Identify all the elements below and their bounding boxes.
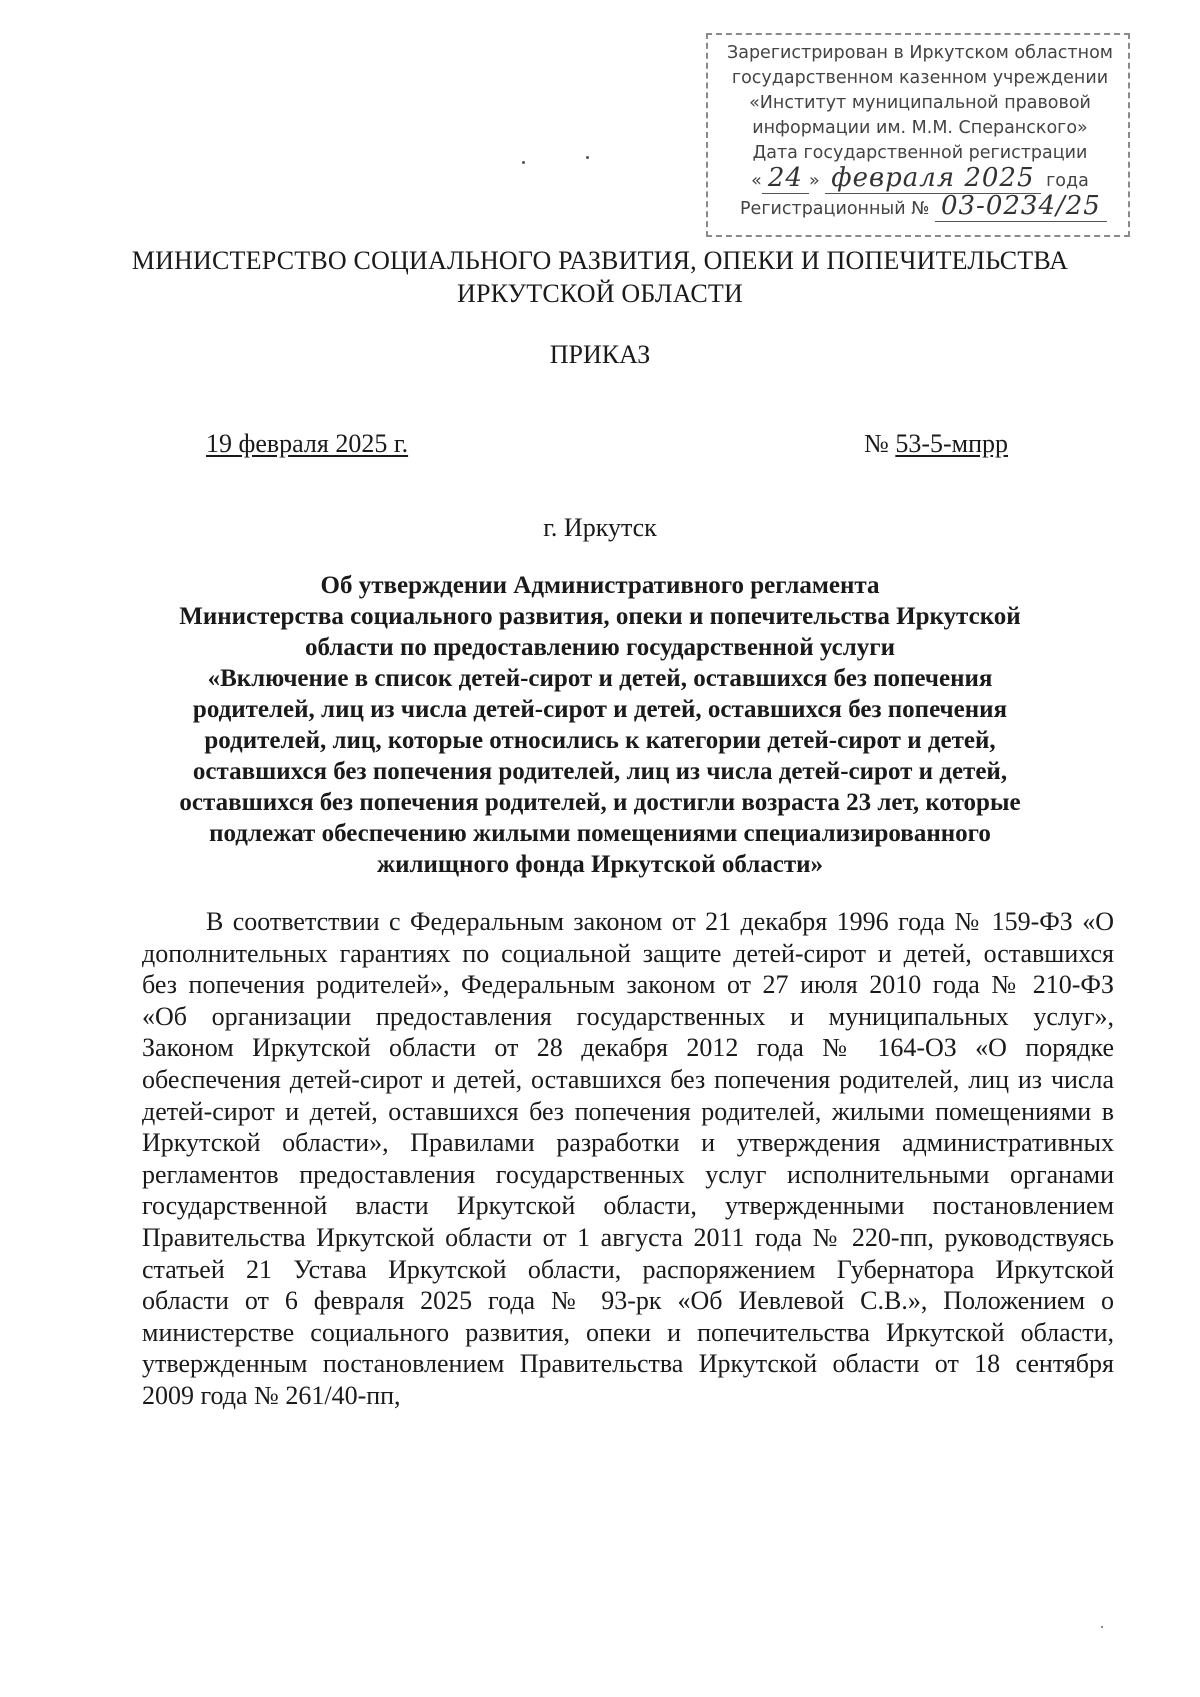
ministry-name-line: ИРКУТСКОЙ ОБЛАСТИ [456, 279, 743, 308]
body-line: 2009 года № 261/40-пп, [142, 1380, 401, 1410]
stamp-date-month: февраля 2025 [825, 163, 1040, 194]
heading-line: родителей, лиц, которые относились к категории детей-сирот и детей, [204, 727, 996, 754]
body-line: без попечения родителей», Федеральным законом от 27 июля 2010 года № 210-ФЗ [142, 970, 1114, 1000]
body-line: области от 6 февраля 2025 года № 93-рк «Об Иевлевой С.В.», Положением о [142, 1286, 1114, 1316]
ministry-name [0, 244, 1200, 310]
stamp-line: информации им. М.М. Сперанского» [752, 118, 1088, 138]
stamp-line: государственном казенном учреждении [731, 68, 1109, 88]
stamp-line: Зарегистрирован в Иркутском областном [727, 43, 1113, 63]
heading-line: Об утверждении Административного регламента [320, 572, 880, 599]
heading-line: «Включение в список детей-сирот и детей, оставшихся без попечения [207, 665, 993, 692]
order-number [864, 429, 1008, 459]
body-line: обеспечения детей-сирот и детей, оставшихся без попечения родителей, лиц из числа [142, 1064, 1114, 1094]
body-line: Иркутской области», Правилами разработки и утверждения административных [142, 1128, 1114, 1158]
body-line: министерстве социального развития, опеки и попечительства Иркутской области, [142, 1317, 1114, 1347]
stamp-quote-open: « [751, 171, 762, 191]
scan-speck [586, 156, 589, 159]
stamp-date-year-suffix: года [1046, 171, 1089, 191]
body-line: «Об организации предоставления государственных и муниципальных услуг», [142, 1001, 1114, 1031]
stamp-line: Дата государственной регистрации [752, 143, 1088, 163]
registration-stamp [706, 33, 1130, 237]
stamp-date-day: 24 [762, 163, 809, 194]
ministry-name-line: МИНИСТЕРСТВО СОЦИАЛЬНОГО РАЗВИТИЯ, ОПЕКИ И ПОПЕЧИТЕЛЬСТВА [131, 246, 1069, 275]
body-line: регламентов предоставления государственных услуг исполнительными органами [142, 1159, 1114, 1189]
heading-line: подлежат обеспечению жилыми помещениями специализированного [209, 820, 991, 847]
stamp-quote-close: » [808, 171, 820, 191]
body-line: В соответствии с Федеральным законом от 21 декабря 1996 года № 159-ФЗ «О [206, 907, 1114, 936]
heading-line: оставшихся без попечения родителей, и достигли возраста 23 лет, которые [179, 789, 1021, 816]
heading-line: области по предоставлению государственной услуги [305, 634, 895, 661]
body-line: детей-сирот и детей, оставшихся без попечения родителей, жилыми помещениями в [142, 1096, 1114, 1126]
body-line: статьей 21 Устава Иркутской области, распоряжением Губернатора Иркутской [142, 1254, 1114, 1284]
stamp-line: «Институт муниципальной правовой [749, 93, 1091, 113]
body-line: государственной власти Иркутской области, утвержденными постановлением [142, 1191, 1114, 1221]
order-number-value: 53-5-мпрр [895, 429, 1008, 458]
body-line: дополнительных гарантиях по социальной защите детей-сирот и детей, оставшихся [142, 938, 1114, 968]
body-line: Правительства Иркутской области от 1 августа 2011 года № 220-пп, руководствуясь [142, 1222, 1114, 1252]
document-type: ПРИКАЗ [549, 340, 651, 369]
scan-speck [1101, 1626, 1103, 1628]
stamp-registration-number [720, 191, 1120, 222]
preamble-paragraph [142, 906, 1114, 1412]
order-date: 19 февраля 2025 г. [206, 429, 409, 458]
heading-line: Министерства социального развития, опеки и попечительства Иркутской [179, 603, 1021, 630]
stamp-reg-label: Регистрационный № [740, 199, 930, 219]
order-number-prefix: № [864, 429, 896, 458]
heading-line: родителей, лиц из числа детей-сирот и детей, оставшихся без попечения [192, 696, 1008, 723]
body-line: Законом Иркутской области от 28 декабря 2012 года № 164-ОЗ «О порядке [142, 1033, 1114, 1063]
heading-line: жилищного фонда Иркутской области» [376, 851, 824, 878]
stamp-reg-number: 03-0234/25 [935, 191, 1107, 222]
scan-speck [522, 161, 525, 164]
order-heading [150, 570, 1050, 880]
stamp-registration-date [720, 163, 1120, 194]
heading-line: оставшихся без попечения родителей, лиц из числа детей-сирот и детей, [192, 758, 1008, 785]
body-line: утвержденным постановлением Правительства Иркутской области от 18 сентября [142, 1349, 1114, 1379]
city: г. Иркутск [543, 513, 657, 542]
